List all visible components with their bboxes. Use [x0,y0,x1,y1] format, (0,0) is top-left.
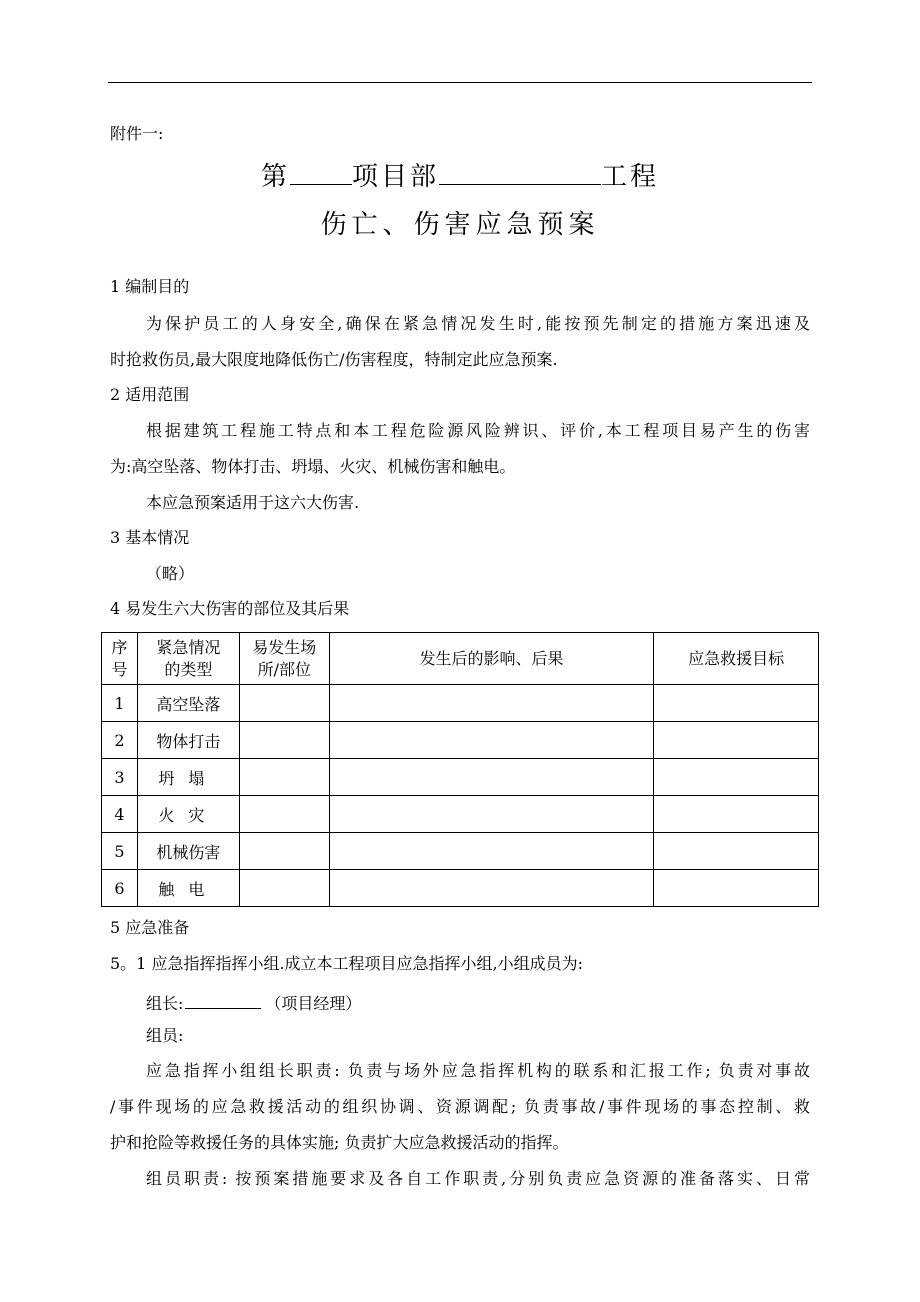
header-seq: 序 号 [102,633,138,685]
row-no: 6 [102,870,138,907]
duty-line-3: 护和抢险等救援任务的具体实施; 负责扩大应急救援活动的指挥。 [110,1133,569,1152]
header-place: 易发生场 所/部位 [239,633,329,685]
section-2-para-2: 本应急预案适用于这六大伤害. [146,493,360,512]
row-no: 4 [102,796,138,833]
row-effect [329,722,654,759]
section-2-heading: 2 适用范围 [110,385,190,404]
title-blank-1 [290,162,352,185]
title-suffix: 工程 [601,162,660,192]
row-target [654,722,819,759]
attachment-label: 附件一: [110,124,164,143]
row-place [239,685,329,722]
section-1-para-line-1: 为保护员工的人身安全,确保在紧急情况发生时,能按预先制定的措施方案迅速及 [146,314,810,333]
header-type: 紧急情况 的类型 [137,633,239,685]
section-1-heading: 1 编制目的 [110,277,190,296]
header-target: 应急救援目标 [654,633,819,685]
row-target [654,796,819,833]
row-target [654,685,819,722]
leader-line [146,990,361,1014]
table-row [102,722,819,759]
row-type: 高空坠落 [137,685,239,722]
row-target [654,759,819,796]
leader-blank [185,990,261,1009]
section-2-para-line-1: 根据建筑工程施工特点和本工程危险源风险辨识、评价,本工程项目易产生的伤害 [146,421,810,440]
row-no: 3 [102,759,138,796]
table-row [102,833,819,870]
header-effect: 发生后的影响、后果 [329,633,654,685]
row-type: 物体打击 [137,722,239,759]
table-row [102,685,819,722]
row-target [654,833,819,870]
section-1-para-line-2: 时抢救伤员,最大限度地降低伤亡/伤害程度，特制定此应急预案. [110,350,558,369]
row-effect [329,685,654,722]
leader-note: （项目经理） [265,994,362,1013]
duty-line-1: 应急指挥小组组长职责: 负责与场外应急指挥机构的联系和汇报工作; 负责对事故 [146,1061,810,1080]
row-no: 1 [102,685,138,722]
section-4-heading: 4 易发生六大伤害的部位及其后果 [110,599,350,618]
table-header-row [102,633,819,685]
row-effect [329,759,654,796]
members-label: 组员: [146,1026,184,1045]
injury-table [101,632,819,907]
row-effect [329,796,654,833]
member-duty-line-1: 组员职责: 按预案措施要求及各自工作职责,分别负责应急资源的准备落实、日常 [146,1169,810,1188]
row-type: 机械伤害 [137,833,239,870]
section-3-heading: 3 基本情况 [110,528,190,547]
row-type: 火灾 [137,796,239,833]
title-blank-2 [439,162,601,185]
row-type: 触电 [137,870,239,907]
title-line-2: 伤亡、伤害应急预案 [320,210,600,240]
table-row [102,759,819,796]
row-effect [329,870,654,907]
leader-label: 组长: [146,994,184,1013]
section-3-para: （略） [146,564,195,583]
row-place [239,759,329,796]
section-5-heading: 5 应急准备 [110,918,190,937]
section-2-para-line-2: 为:高空坠落、物体打击、坍塌、火灾、机械伤害和触电。 [110,457,516,476]
title-prefix: 第 [260,162,290,192]
row-type: 坍塌 [137,759,239,796]
table-row [102,796,819,833]
row-no: 2 [102,722,138,759]
row-no: 5 [102,833,138,870]
title-middle: 项目部 [351,162,439,192]
row-place [239,722,329,759]
table-row [102,870,819,907]
row-target [654,870,819,907]
section-5-1-line: 5。1 应急指挥指挥小组.成立本工程项目应急指挥小组,小组成员为: [110,954,584,973]
duty-line-2: /事件现场的应急救援活动的组织协调、资源调配; 负责事故/事件现场的事态控制、救 [110,1097,810,1116]
header-rule [108,82,812,83]
title-line-1 [0,156,920,193]
row-place [239,833,329,870]
row-place [239,870,329,907]
row-effect [329,833,654,870]
row-place [239,796,329,833]
